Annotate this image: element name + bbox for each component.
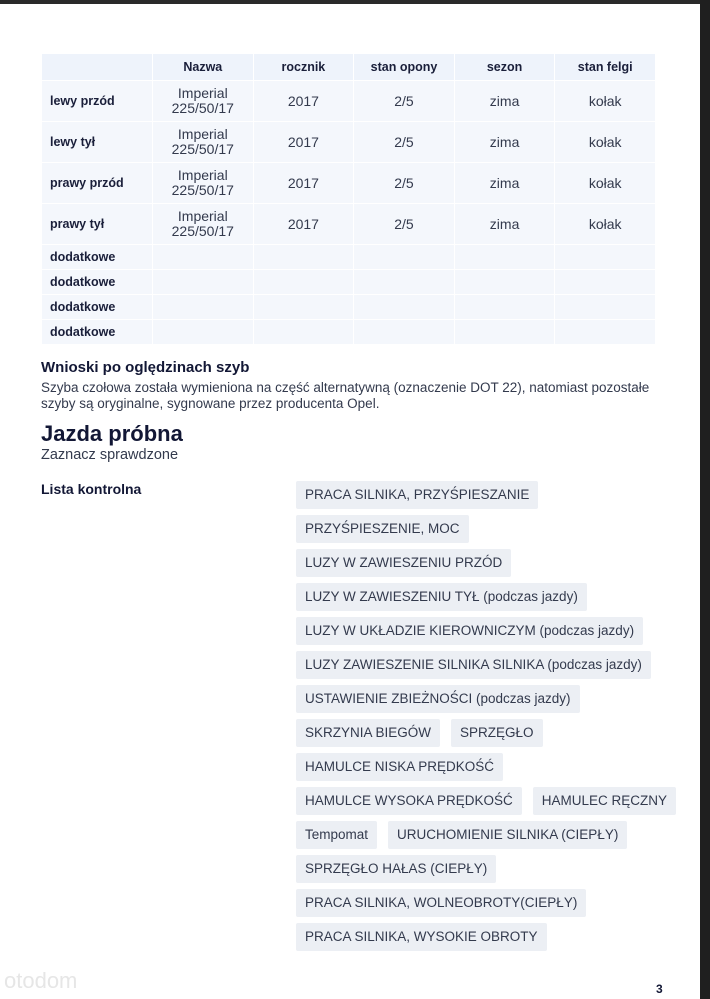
condition-cell: 2/5 — [354, 122, 455, 163]
table-header-row — [42, 54, 656, 81]
chip-row — [296, 787, 676, 821]
tire-size: 225/50/17 — [171, 223, 234, 239]
rim-cell: kołak — [555, 122, 656, 163]
year-cell: 2017 — [253, 122, 354, 163]
season-cell: zima — [454, 122, 555, 163]
tire-brand: Imperial — [177, 208, 228, 224]
season-cell: zima — [454, 163, 555, 204]
chip-row — [296, 617, 676, 651]
row-label-cell: dodatkowe — [42, 245, 153, 270]
table-row-extra — [42, 245, 656, 270]
tire-name-cell — [153, 122, 254, 163]
tire-size: 225/50/17 — [171, 100, 234, 116]
empty-cell — [354, 295, 455, 320]
checklist-chip[interactable]: HAMULCE NISKA PRĘDKOŚĆ — [296, 753, 503, 781]
season-cell: zima — [454, 81, 555, 122]
chip-row — [296, 753, 676, 787]
table-body — [42, 81, 656, 345]
empty-cell — [153, 245, 254, 270]
empty-cell — [454, 320, 555, 345]
table-row-extra — [42, 295, 656, 320]
chip-row — [296, 855, 676, 889]
table-row — [42, 122, 656, 163]
tire-name-cell — [153, 163, 254, 204]
checklist-chip[interactable]: SPRZĘGŁO — [451, 719, 543, 747]
checklist-chip[interactable]: Tempomat — [296, 821, 377, 849]
empty-cell — [354, 270, 455, 295]
tire-name-cell — [153, 204, 254, 245]
empty-cell — [153, 295, 254, 320]
rim-cell: kołak — [555, 204, 656, 245]
tire-table — [41, 53, 656, 345]
empty-cell — [555, 320, 656, 345]
chip-row — [296, 481, 676, 515]
checklist-chip[interactable]: PRACA SILNIKA, WOLNEOBROTY(CIEPŁY) — [296, 889, 586, 917]
table-row — [42, 163, 656, 204]
chip-row — [296, 583, 676, 617]
checklist-chip[interactable]: LUZY ZAWIESZENIE SILNIKA SILNIKA (podczas jazdy) — [296, 651, 651, 679]
row-label-cell: dodatkowe — [42, 295, 153, 320]
header-cell: stan felgi — [555, 54, 656, 81]
empty-cell — [153, 270, 254, 295]
row-label-cell: lewy tył — [42, 122, 153, 163]
checklist-chip[interactable]: URUCHOMIENIE SILNIKA (CIEPŁY) — [388, 821, 627, 849]
table-row-extra — [42, 320, 656, 345]
year-cell: 2017 — [253, 204, 354, 245]
chip-row — [296, 549, 676, 583]
row-label-cell: dodatkowe — [42, 320, 153, 345]
rim-cell: kołak — [555, 163, 656, 204]
year-cell: 2017 — [253, 81, 354, 122]
glass-heading: Wnioski po oględzinach szyb — [41, 359, 250, 376]
empty-cell — [153, 320, 254, 345]
watermark-logo: otodom — [4, 968, 78, 993]
checklist-chip[interactable]: PRACA SILNIKA, PRZYŚPIESZANIE — [296, 481, 538, 509]
empty-cell — [253, 245, 354, 270]
test-drive-subheading: Zaznacz sprawdzone — [41, 447, 179, 463]
checklist-chip[interactable]: PRACA SILNIKA, WYSOKIE OBROTY — [296, 923, 547, 951]
tire-brand: Imperial — [177, 126, 228, 142]
glass-text: Szyba czołowa została wymieniona na część alternatywną (oznaczenie DOT 22), natomiast pozostałe szyby są oryginalne, sygnowane przez producenta Opel. — [41, 380, 650, 411]
header-cell: Nazwa — [153, 54, 254, 81]
header-cell — [42, 54, 153, 81]
row-label-cell: lewy przód — [42, 81, 153, 122]
tire-size: 225/50/17 — [171, 182, 234, 198]
table-row — [42, 204, 656, 245]
checklist-chip[interactable]: USTAWIENIE ZBIEŻNOŚCI (podczas jazdy) — [296, 685, 580, 713]
test-drive-heading: Jazda próbna — [41, 421, 183, 446]
chip-row — [296, 923, 676, 957]
checklist-chips — [296, 481, 676, 957]
header-cell: sezon — [454, 54, 555, 81]
condition-cell: 2/5 — [354, 204, 455, 245]
checklist-chip[interactable]: HAMULCE WYSOKA PRĘDKOŚĆ — [296, 787, 522, 815]
page-number: 3 — [656, 982, 663, 996]
empty-cell — [253, 270, 354, 295]
empty-cell — [253, 320, 354, 345]
checklist-chip[interactable]: SPRZĘGŁO HAŁAS (CIEPŁY) — [296, 855, 496, 883]
empty-cell — [454, 245, 555, 270]
condition-cell: 2/5 — [354, 163, 455, 204]
empty-cell — [354, 320, 455, 345]
tire-size: 225/50/17 — [171, 141, 234, 157]
checklist-chip[interactable]: SKRZYNIA BIEGÓW — [296, 719, 440, 747]
empty-cell — [454, 295, 555, 320]
chip-row — [296, 651, 676, 685]
empty-cell — [555, 270, 656, 295]
checklist-chip[interactable]: LUZY W ZAWIESZENIU PRZÓD — [296, 549, 511, 577]
chip-row — [296, 889, 676, 923]
checklist-chip[interactable]: HAMULEC RĘCZNY — [533, 787, 676, 815]
empty-cell — [555, 295, 656, 320]
checklist-chip[interactable]: LUZY W ZAWIESZENIU TYŁ (podczas jazdy) — [296, 583, 587, 611]
tire-brand: Imperial — [177, 167, 228, 183]
chip-row — [296, 821, 676, 855]
checklist-label: Lista kontrolna — [41, 481, 142, 497]
checklist-chip[interactable]: PRZYŚPIESZENIE, MOC — [296, 515, 469, 543]
chip-row — [296, 685, 676, 719]
chip-row — [296, 719, 676, 753]
row-label-cell: prawy tył — [42, 204, 153, 245]
rim-cell: kołak — [555, 81, 656, 122]
year-cell: 2017 — [253, 163, 354, 204]
checklist-chip[interactable]: LUZY W UKŁADZIE KIEROWNICZYM (podczas jazdy) — [296, 617, 643, 645]
row-label-cell: dodatkowe — [42, 270, 153, 295]
table-row — [42, 81, 656, 122]
condition-cell: 2/5 — [354, 81, 455, 122]
table-row-extra — [42, 270, 656, 295]
empty-cell — [555, 245, 656, 270]
season-cell: zima — [454, 204, 555, 245]
header-cell: stan opony — [354, 54, 455, 81]
tire-brand: Imperial — [177, 85, 228, 101]
header-cell: rocznik — [253, 54, 354, 81]
chip-row — [296, 515, 676, 549]
empty-cell — [454, 270, 555, 295]
tire-name-cell — [153, 81, 254, 122]
page-edge-shadow — [700, 0, 710, 999]
row-label-cell: prawy przód — [42, 163, 153, 204]
empty-cell — [354, 245, 455, 270]
empty-cell — [253, 295, 354, 320]
